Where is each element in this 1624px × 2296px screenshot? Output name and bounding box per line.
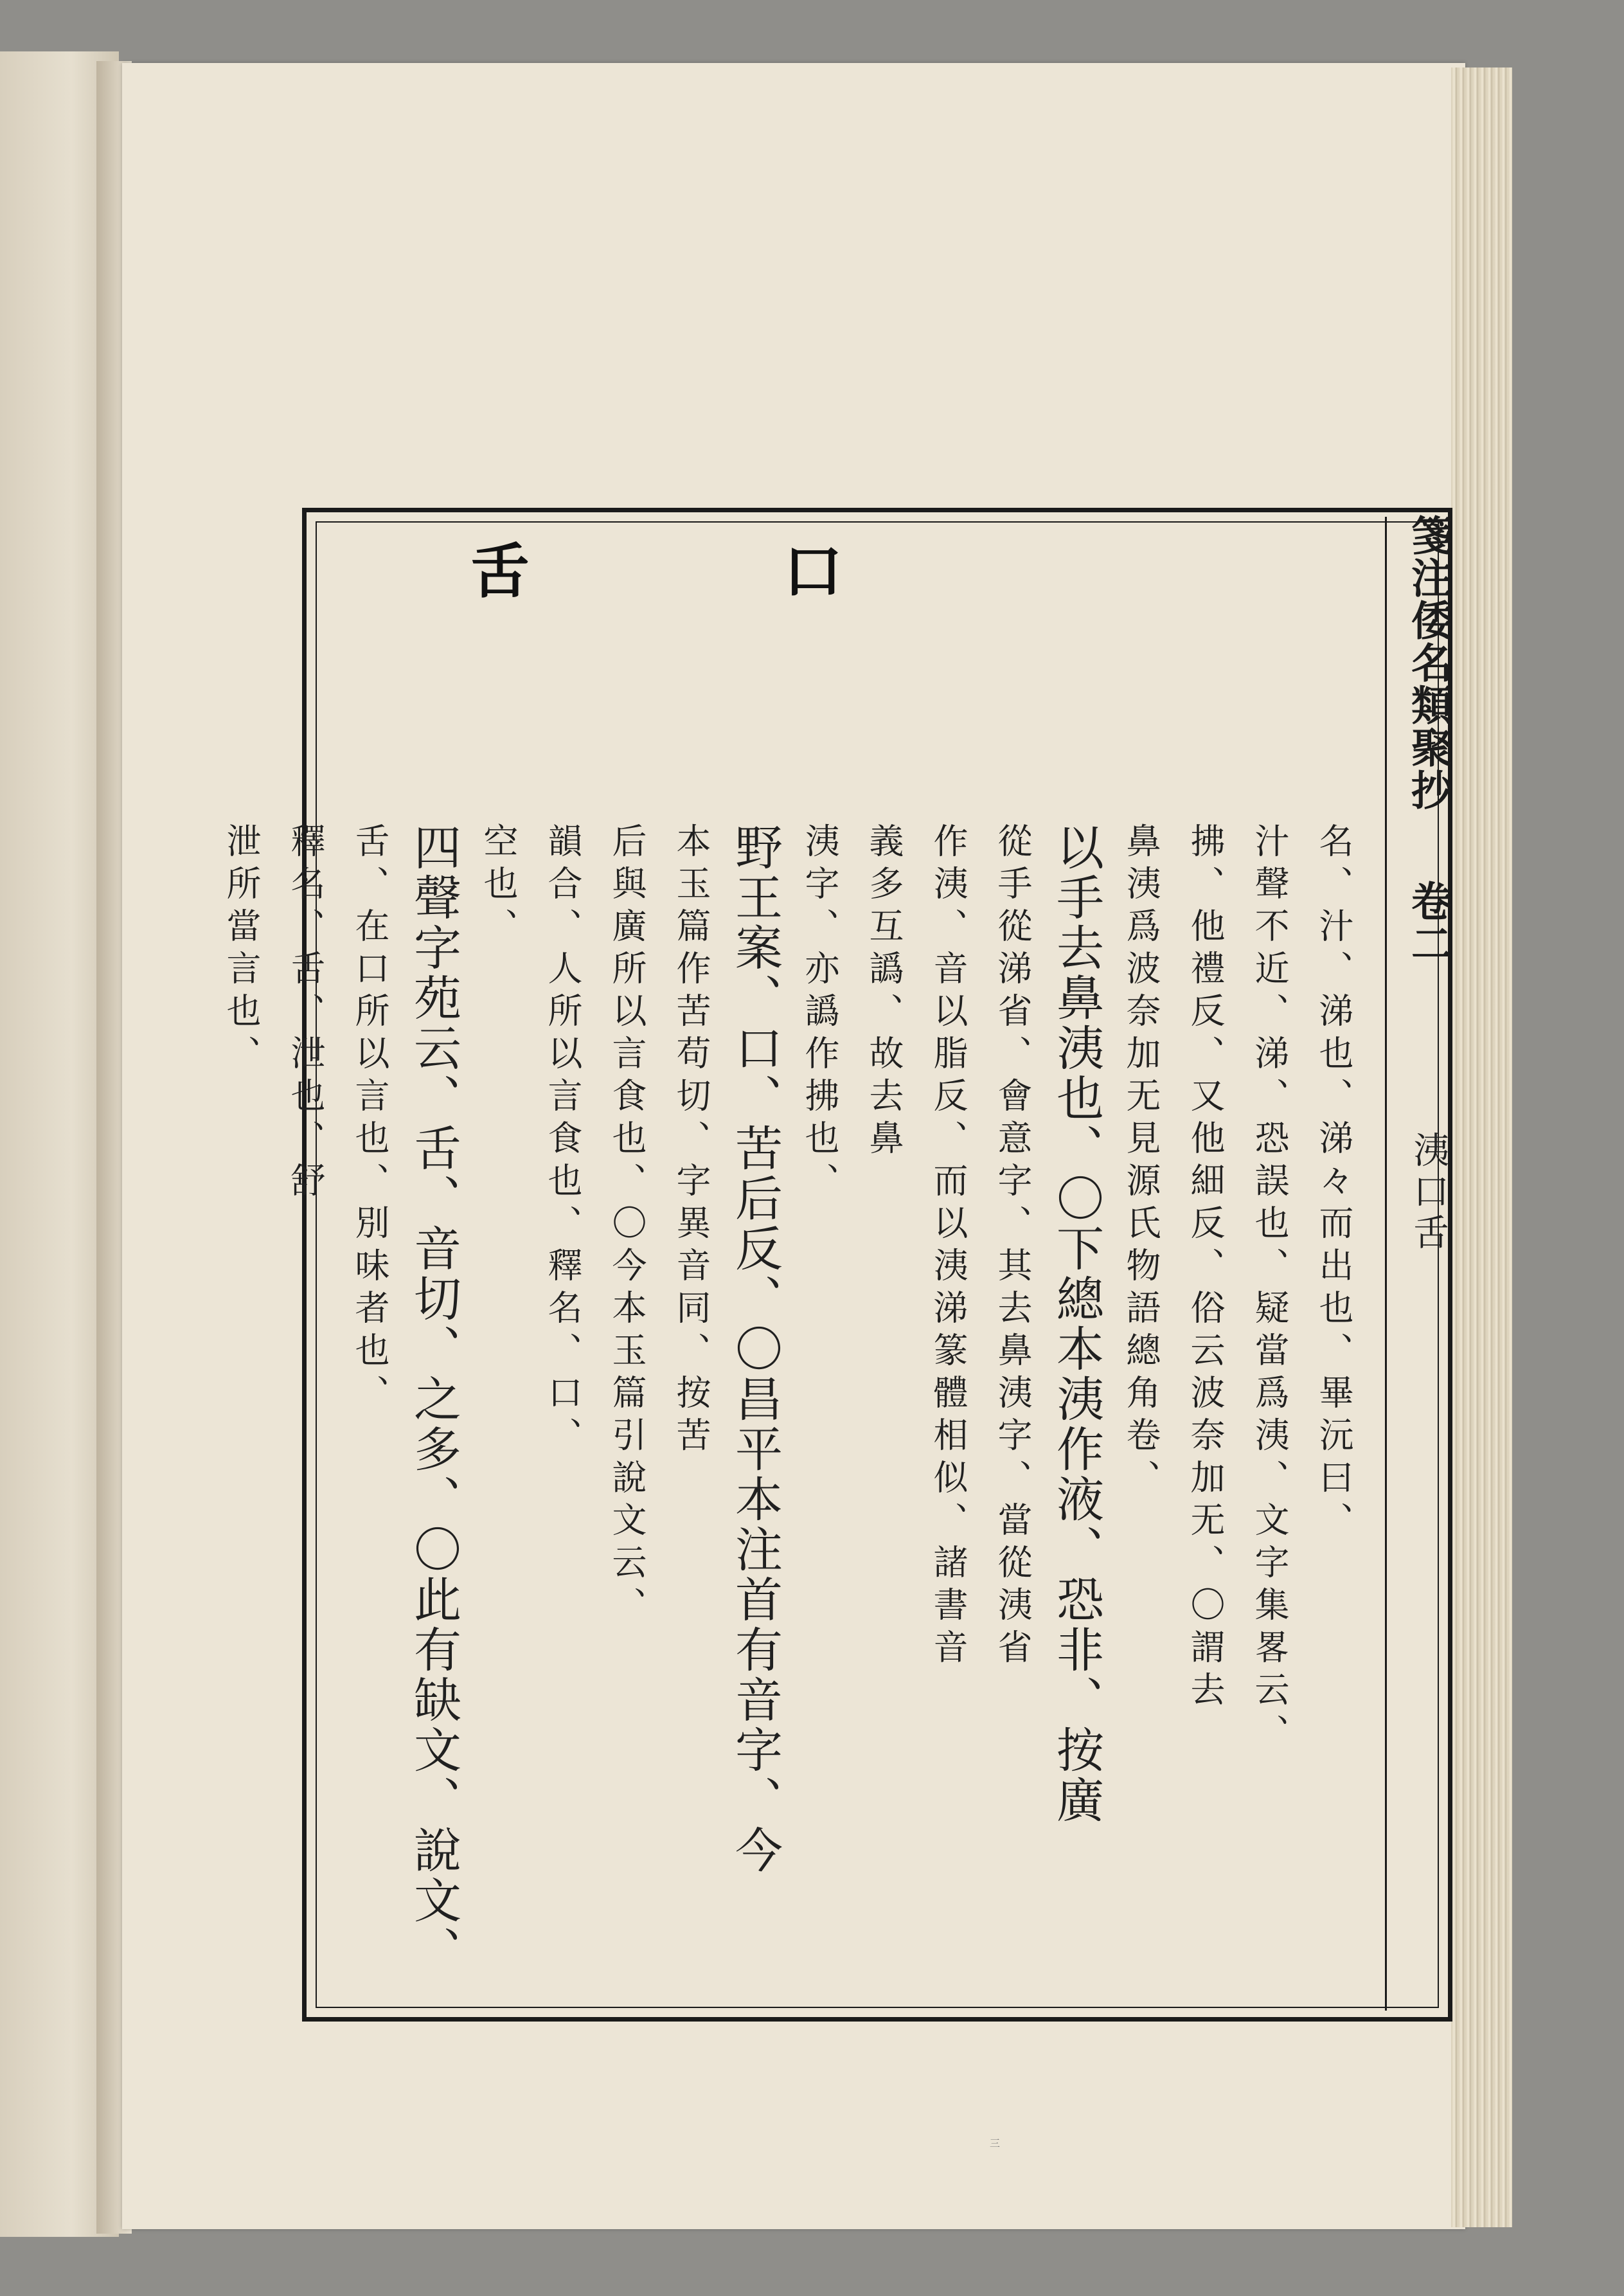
running-title (1398, 514, 1459, 965)
heading-kou: 口 (774, 540, 843, 599)
text-column: 拂、他禮反、又他細反、俗云波奈加无、〇謂去 (1185, 823, 1226, 1714)
text-column: 義多互譌、故去鼻 (864, 823, 904, 1162)
text-column: 鼻洟爲波奈加无見源氏物語總角卷、 (1121, 823, 1161, 1502)
text-column: 野王案、口、苦后反、〇昌平本注首有音字、今 (727, 823, 783, 1876)
text-column: 釋名、舌、泄也、舒 (285, 823, 326, 1205)
body-text (221, 823, 1366, 1980)
text-column: 泄所當言也、 (221, 823, 262, 1077)
text-column: 以手去鼻洟也、〇下總本洟作液、恐非、按廣 (1049, 823, 1104, 1825)
header-rule (1385, 517, 1387, 2011)
heading-shita: 舌 (461, 540, 530, 599)
text-column: 舌、在口所以言也、別味者也、 (350, 823, 390, 1417)
text-column: 名、汁、涕也、涕々而出也、畢沅曰、 (1314, 823, 1354, 1544)
running-title-volume: 卷二 (1404, 880, 1452, 965)
text-column: 后與廣所以言食也、〇今本玉篇引說文云、 (607, 823, 647, 1629)
text-column: 汁聲不近、涕、恐誤也、疑當爲洟、文字集畧云、 (1249, 823, 1290, 1756)
running-title-label: 箋注倭名類聚抄 (1404, 514, 1452, 811)
text-column: 空也、 (478, 823, 519, 950)
text-column: 韻合、人所以言食也、釋名、口、 (542, 823, 583, 1459)
text-column: 作洟、音以脂反、而以洟涕篆體相似、諸書音 (928, 823, 968, 1671)
page-mark: 三 (990, 2137, 1001, 2149)
text-column: 本玉篇作苦苟切、字異音同、按苦 (671, 823, 711, 1459)
entry-heads: 洟口舌 (1407, 1131, 1449, 1255)
text-column: 四聲字苑云、舌、音切、之多、〇此有缺文、說文、 (406, 823, 461, 1976)
page-edges (1451, 67, 1512, 2227)
text-column: 從手從涕省、會意字、其去鼻洟字、當從洟省 (992, 823, 1033, 1671)
text-column: 洟字、亦譌作拂也、 (799, 823, 840, 1205)
